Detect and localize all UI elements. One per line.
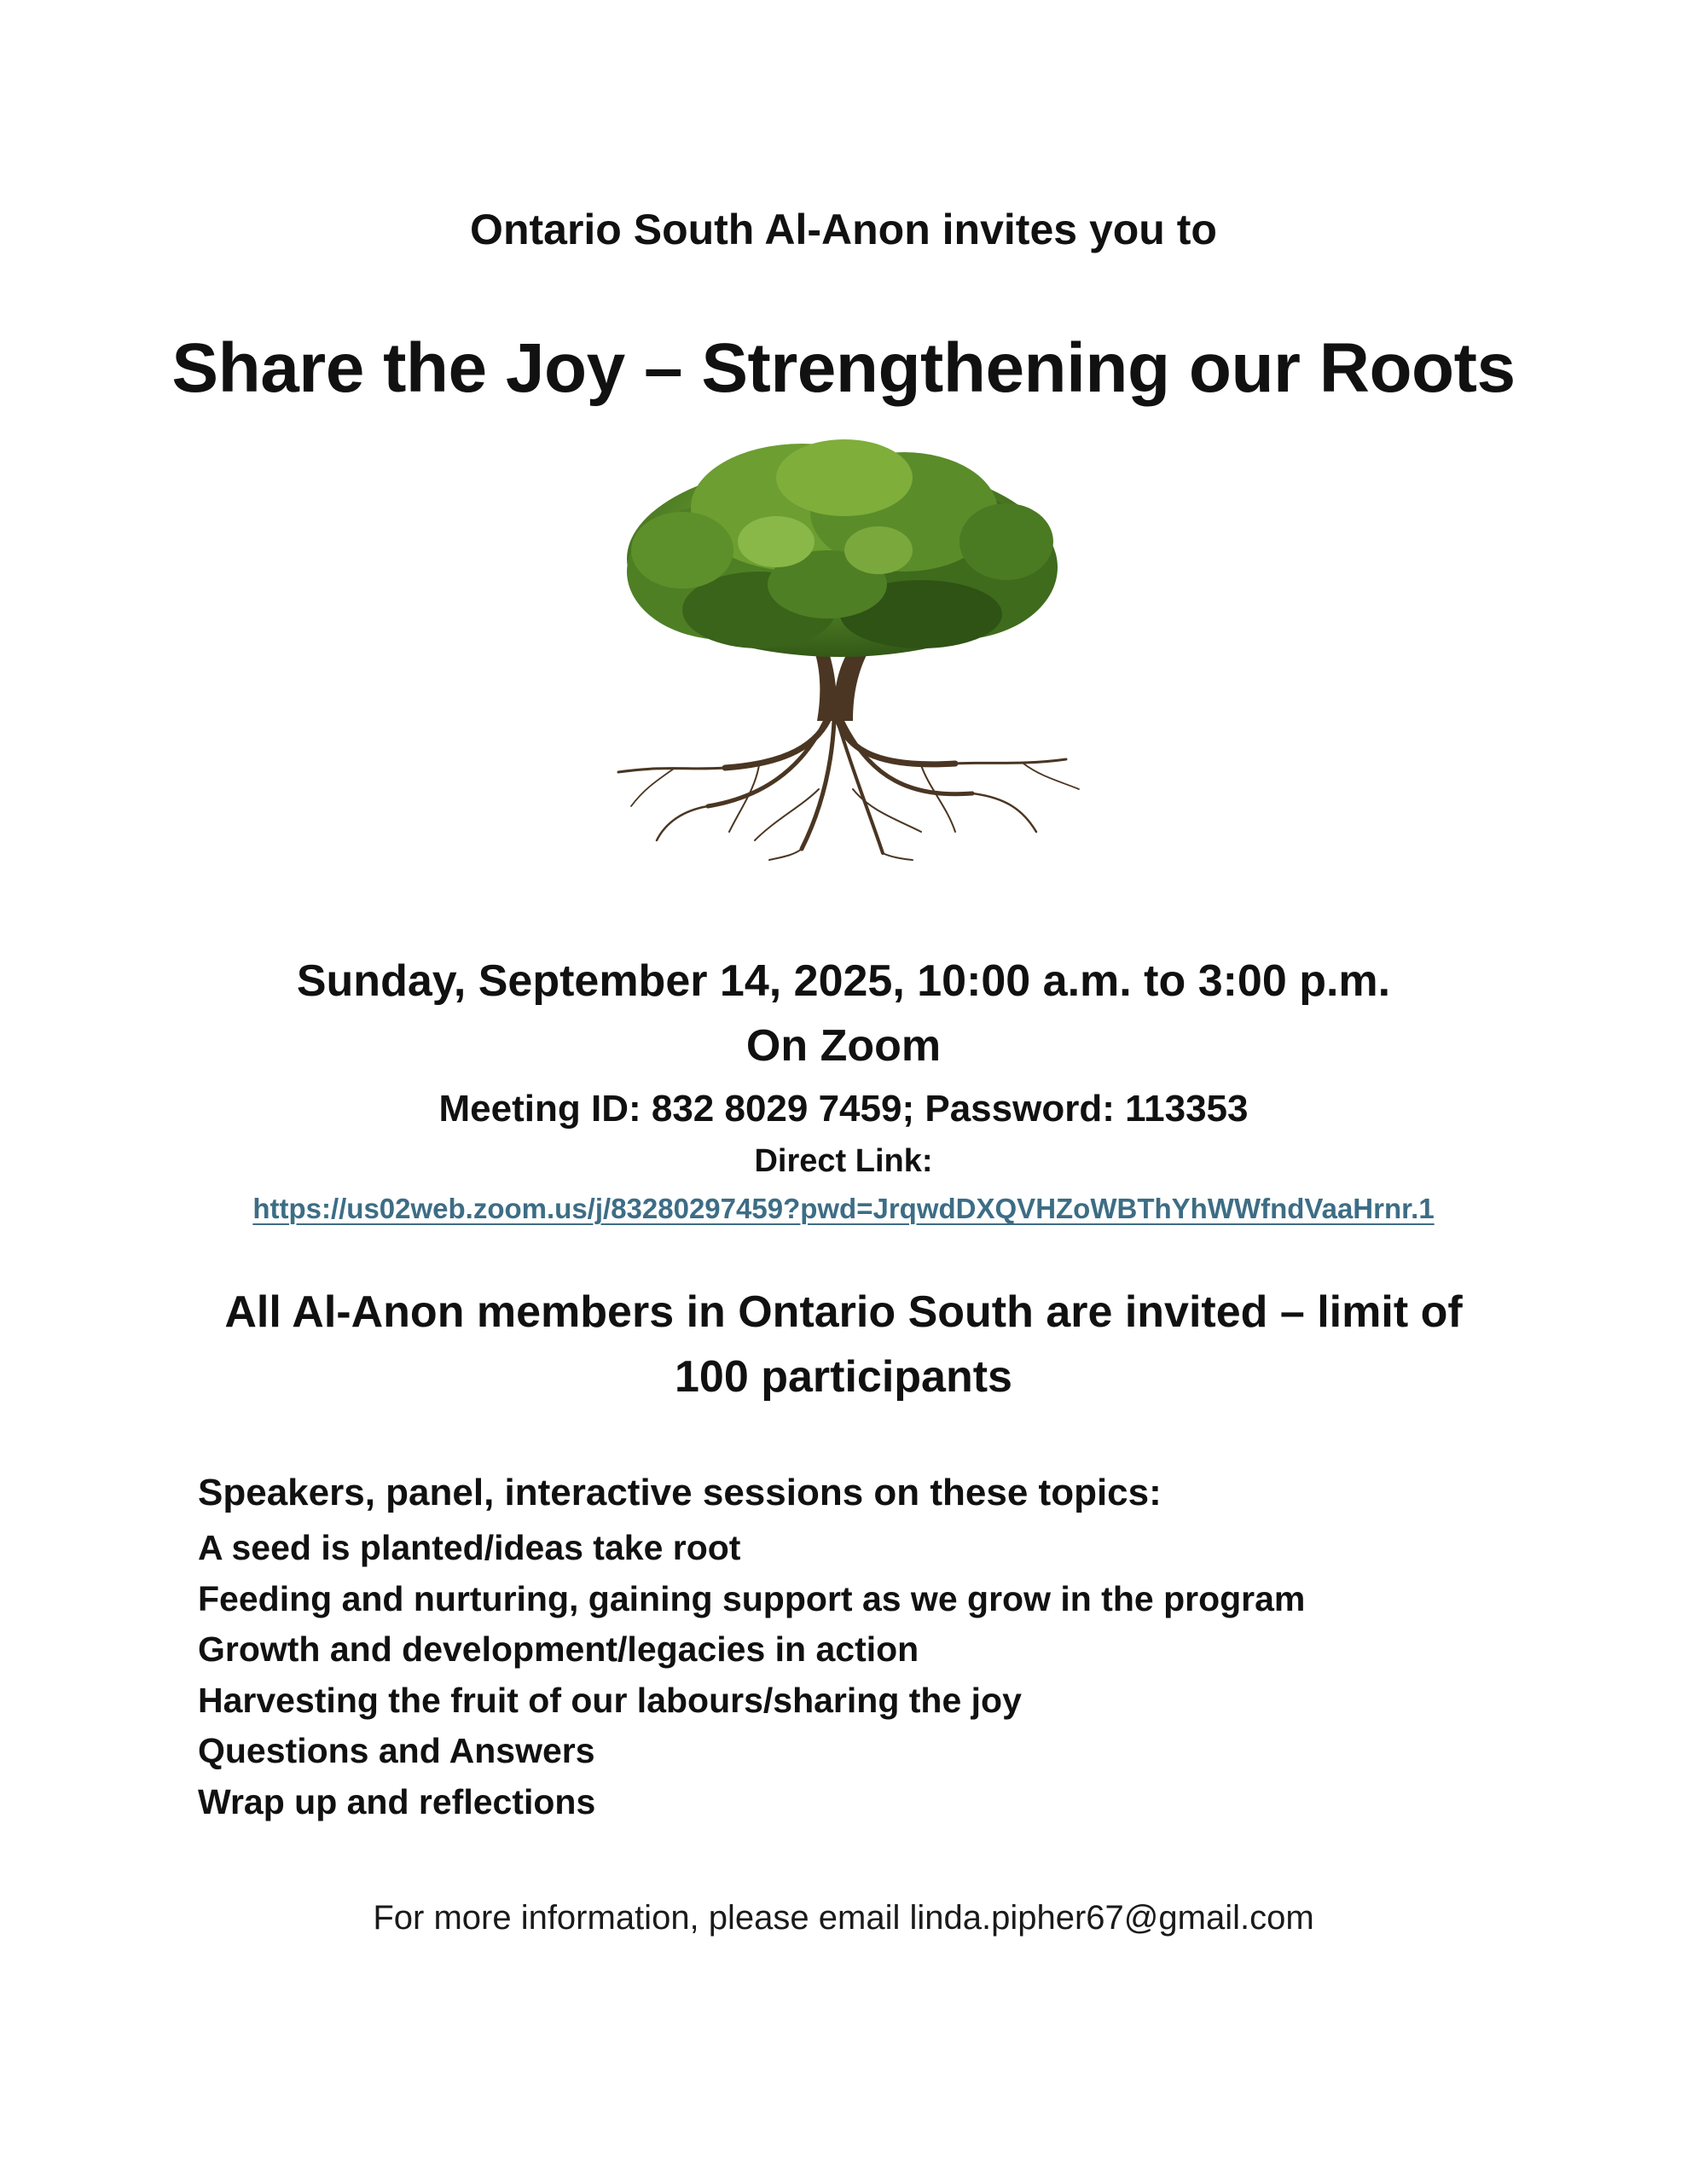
zoom-direct-link[interactable]: https://us02web.zoom.us/j/83280297459?pwd=JrqwdDXQVHZoWBThYhWWfndVaaHrnr.1 (252, 1193, 1435, 1224)
intro-text: Ontario South Al-Anon invites you to (470, 206, 1217, 253)
topics-list (198, 1523, 1562, 1827)
invitation-line-1: All Al-Anon members in Ontario South are invited – limit of (224, 1287, 1463, 1337)
event-date-time: Sunday, September 14, 2025, 10:00 a.m. to 3:00 p.m. (296, 956, 1391, 1006)
contact-info: For more information, please email linda.pipher67@gmail.com (373, 1899, 1314, 1937)
flyer-title: Share the Joy – Strengthening our Roots (171, 329, 1516, 407)
topic-item: Feeding and nurturing, gaining support as we grow in the program (198, 1578, 1306, 1618)
tree-with-roots-icon (546, 431, 1134, 862)
topics-section (198, 1472, 1562, 1827)
tree-image (546, 431, 1134, 862)
meeting-info: Meeting ID: 832 8029 7459; Password: 113353 (438, 1088, 1249, 1130)
topic-item: Growth and development/legacies in action (198, 1629, 919, 1669)
invitation-line-2: 100 participants (675, 1352, 1012, 1402)
topic-item: Questions and Answers (198, 1731, 595, 1770)
topics-heading: Speakers, panel, interactive sessions on these topics: (198, 1472, 1162, 1513)
topic-item: A seed is planted/ideas take root (198, 1528, 741, 1567)
direct-link-label: Direct Link: (754, 1143, 933, 1179)
topic-item: Wrap up and reflections (198, 1781, 596, 1821)
event-venue: On Zoom (745, 1021, 942, 1071)
invitation-text (0, 1280, 1687, 1409)
topic-item: Harvesting the fruit of our labours/sharing the joy (198, 1680, 1022, 1720)
